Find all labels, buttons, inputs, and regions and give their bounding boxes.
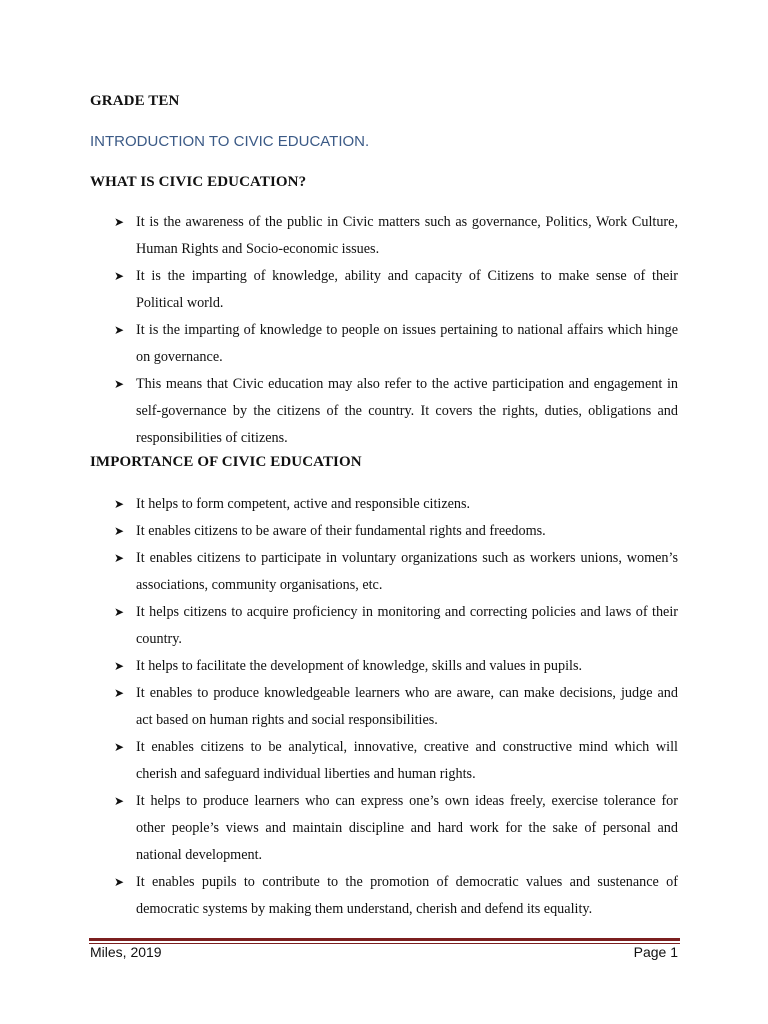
list-item: [114, 317, 678, 371]
list-item-text: It is the imparting of knowledge, ability and capacity of Citizens to make sense of their Political world.: [136, 268, 678, 311]
list-item-text: It enables citizens to participate in voluntary organizations such as workers unions, women’s associations, community organisations, etc.: [136, 550, 678, 593]
arrow-bullet-icon: ➤: [114, 740, 125, 754]
list-item: [114, 371, 678, 452]
list-item: [114, 491, 678, 518]
grade-title: GRADE TEN: [90, 93, 180, 109]
document-subtitle: INTRODUCTION TO CIVIC EDUCATION.: [90, 133, 370, 150]
list-item-text: It enables citizens to be aware of their fundamental rights and freedoms.: [136, 523, 546, 539]
list-item-text: It helps to produce learners who can express one’s own ideas freely, exercise tolerance for other people’s views and maintain discipline and hard work for the sake of personal and national development.: [136, 793, 678, 863]
what-is-list: [114, 209, 678, 452]
arrow-bullet-icon: ➤: [114, 323, 125, 337]
list-item: [114, 599, 678, 653]
arrow-bullet-icon: ➤: [114, 377, 125, 391]
list-item: [114, 545, 678, 599]
arrow-bullet-icon: ➤: [114, 551, 125, 565]
arrow-bullet-icon: ➤: [114, 269, 125, 283]
importance-list: [114, 491, 678, 923]
list-item-text: This means that Civic education may also refer to the active participation and engagement in self-governance by the citizens of the country. It covers the rights, duties, obligations and responsibilities of citizens.: [136, 376, 678, 446]
list-item: [114, 653, 678, 680]
list-item-text: It is the imparting of knowledge to people on issues pertaining to national affairs which hinge on governance.: [136, 322, 678, 365]
list-item: [114, 518, 678, 545]
list-item: [114, 680, 678, 734]
arrow-bullet-icon: ➤: [114, 686, 125, 700]
arrow-bullet-icon: ➤: [114, 875, 125, 889]
list-item-text: It helps to form competent, active and responsible citizens.: [136, 496, 471, 512]
footer-rule-thick: [89, 938, 680, 941]
arrow-bullet-icon: ➤: [114, 524, 125, 538]
arrow-bullet-icon: ➤: [114, 659, 125, 673]
list-item: [114, 734, 678, 788]
list-item-text: It is the awareness of the public in Civic matters such as governance, Politics, Work Culture, Human Rights and Socio-economic issues.: [136, 214, 678, 257]
list-item-text: It helps to facilitate the development of knowledge, skills and values in pupils.: [136, 658, 583, 674]
list-item: [114, 869, 678, 923]
what-is-civic-education-heading: WHAT IS CIVIC EDUCATION?: [90, 174, 307, 190]
footer-author-year: Miles, 2019: [90, 944, 162, 960]
footer-page-number: Page 1: [633, 944, 678, 960]
list-item-text: It helps citizens to acquire proficiency in monitoring and correcting policies and laws of their country.: [136, 604, 678, 647]
arrow-bullet-icon: ➤: [114, 215, 125, 229]
list-item: [114, 788, 678, 869]
list-item-text: It enables citizens to be analytical, innovative, creative and constructive mind which will cherish and safeguard individual liberties and human rights.: [136, 739, 678, 782]
list-item-text: It enables to produce knowledgeable learners who are aware, can make decisions, judge and act based on human rights and social responsibilities.: [136, 685, 678, 728]
list-item: [114, 263, 678, 317]
footer-rule-thin: [89, 943, 680, 944]
arrow-bullet-icon: ➤: [114, 605, 125, 619]
arrow-bullet-icon: ➤: [114, 497, 125, 511]
list-item-text: It enables pupils to contribute to the promotion of democratic values and sustenance of democratic systems by making them understand, cherish and defend its equality.: [136, 874, 678, 917]
list-item: [114, 209, 678, 263]
arrow-bullet-icon: ➤: [114, 794, 125, 808]
importance-heading: IMPORTANCE OF CIVIC EDUCATION: [90, 454, 362, 470]
